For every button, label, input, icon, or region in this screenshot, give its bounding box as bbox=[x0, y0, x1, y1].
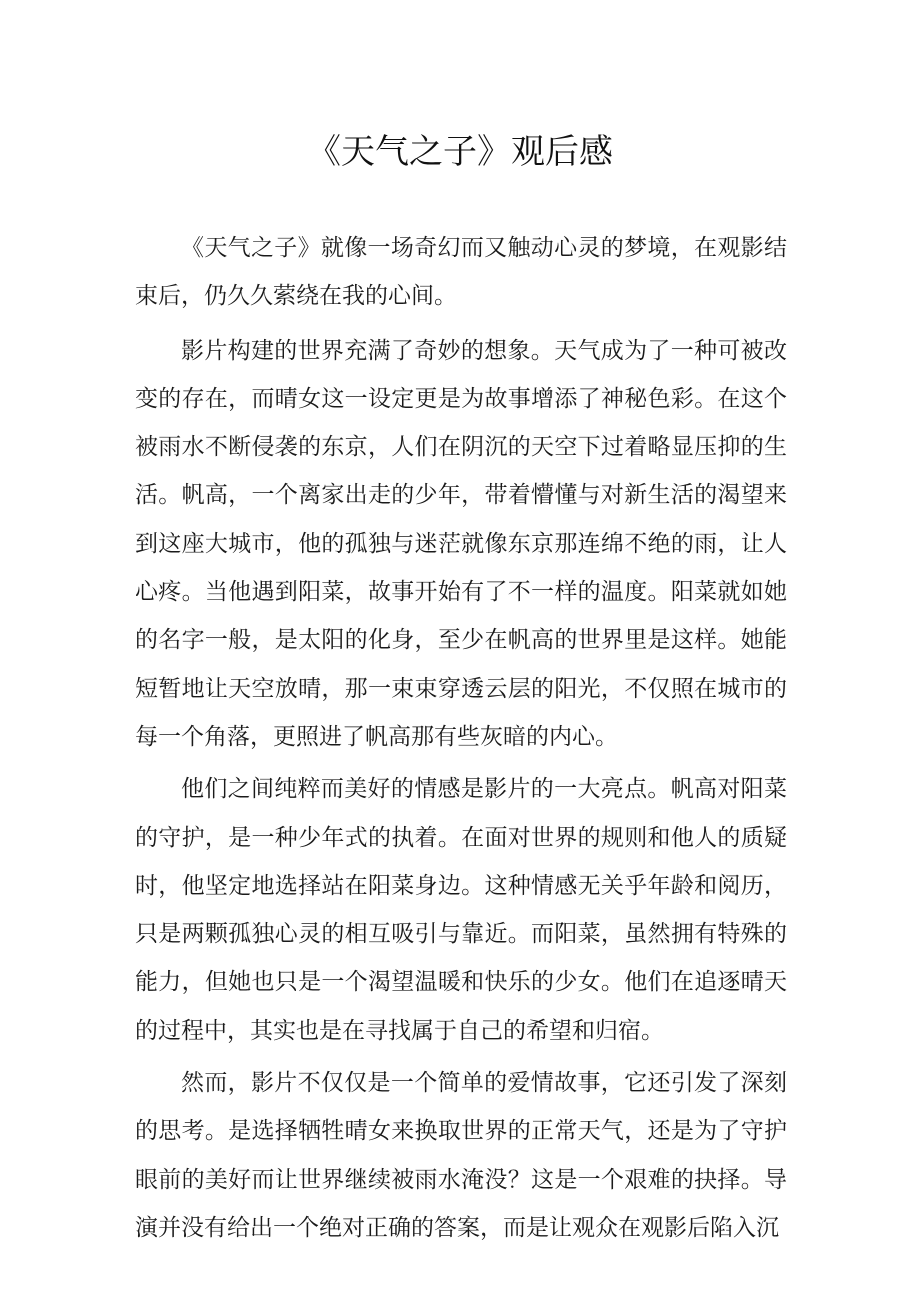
paragraph-emotion: 他们之间纯粹而美好的情感是影片的一大亮点。帆高对阳菜的守护，是一种少年式的执着。在面对世界的规则和他人的质疑时，他坚定地选择站在阳菜身边。这种情感无关乎年龄和阅历，只是两颗孤独心灵的相互吸引与靠近。而阳菜，虽然拥有特殊的能力，但她也只是一个渴望温暖和快乐的少女。他们在追逐晴天的过程中，其实也是在寻找属于自己的希望和归宿。 bbox=[135, 776, 787, 1044]
paragraph-intro: 《天气之子》就像一场奇幻而又触动心灵的梦境，在观影结束后，仍久久萦绕在我的心间。 bbox=[135, 235, 787, 310]
document-title: 《天气之子》观后感 bbox=[307, 132, 613, 172]
document-body bbox=[135, 224, 787, 1252]
paragraph-world: 影片构建的世界充满了奇妙的想象。天气成为了一种可被改变的存在，而晴女这一设定更是为故事增添了神秘色彩。在这个被雨水不断侵袭的东京，人们在阴沉的天空下过着略显压抑的生活。帆高，一个离家出走的少年，带着懵懂与对新生活的渴望来到这座大城市，他的孤独与迷茫就像东京那连绵不绝的雨，让人心疼。当他遇到阳菜，故事开始有了不一样的温度。阳菜就如她的名字一般，是太阳的化身，至少在帆高的世界里是这样。她能短暂地让天空放晴，那一束束穿透云层的阳光，不仅照在城市的每一个角落，更照进了帆高那有些灰暗的内心。 bbox=[135, 337, 787, 750]
paragraph-reflection: 然而，影片不仅仅是一个简单的爱情故事，它还引发了深刻的思考。是选择牺牲晴女来换取世界的正常天气，还是为了守护眼前的美好而让世界继续被雨水淹没？这是一个艰难的抉择。导演并没有给出一个绝对正确的答案，而是让观众在观影后陷入沉 bbox=[135, 1070, 787, 1241]
